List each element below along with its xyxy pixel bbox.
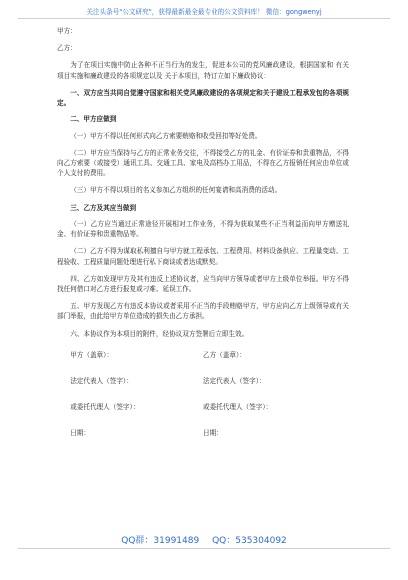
- qq-text: QQ：535304092: [212, 536, 287, 546]
- signature-agent-a: 或委托代理人（签字）：: [70, 403, 140, 412]
- agreement-body: [57, 26, 349, 455]
- intro-paragraph: 为了在项目实施中防止各种不正当行为的发生，促进本公司的党风廉政建设，根据国家和 有关项目实施和廉政建设的各项规定以及 关于本项目，特订立如下廉政协议：: [57, 61, 349, 80]
- header-divider: [18, 18, 390, 19]
- signature-row: [57, 350, 349, 360]
- signature-row: [57, 428, 349, 438]
- section-3-heading: 三、乙方及其应当做到: [70, 203, 137, 212]
- signature-party-b: 乙方（盖章）：: [202, 350, 246, 359]
- section-2-item-3: （三）甲方不得以项目的名义参加乙方组织的任何宴请和高消费的活动。: [70, 186, 282, 195]
- signature-date-a: 日期：: [70, 429, 90, 438]
- section-2-item-1: （一）甲方不得以任何形式向乙方索要贿赂和收受回扣等好处费。: [70, 131, 262, 140]
- section-4-paragraph: 四、乙方如发现甲方及其有违反上述协议者，应当向甲方领导或者甲方上级单位举报。甲方不得找任何借口对乙方进行报复或刁难、延误工作。: [57, 274, 349, 293]
- party-a-label: 甲方：: [57, 27, 77, 35]
- signature-rep-a: 法定代表人（签字）：: [70, 377, 133, 386]
- signature-party-a: 甲方（盖章）：: [70, 350, 114, 359]
- promo-header: 关注头条号"公文研究"，获得最新最全最专业的公文资料库！ 微信：gongwenyj: [86, 8, 322, 16]
- section-5-paragraph: 五、甲方发现乙方有违反本协议或者采用不正当的手段贿赂甲方，甲方应向乙方上级领导或有关部门举报，由此给甲方单位造成的损失由乙方承担。: [57, 302, 349, 321]
- signature-agent-b: 或委托代理人（签字）：: [202, 403, 273, 412]
- section-6-paragraph: 六、本协议作为本项目的附件，经协议双方签署后立即生效。: [70, 329, 249, 338]
- section-3-item-1: （一）乙方应当通过正常途径开展相对工作业务，不得为获取某些不正当利益而向甲方赠送礼金、有价证券和贵重物品等。: [57, 219, 349, 239]
- section-1-heading: 一、双方应当共同自觉遵守国家和相关党风廉政建设的各项规定和关于建设工程承发包的各项规定。: [57, 88, 349, 108]
- signature-row: [57, 402, 349, 412]
- section-3-item-2: （二）乙方不得为谋取私利擅自与甲方就工程承包、工程费用、材料设备供应、工程量变动、工程验收、工程质量问题处理进行私下商谈或者达成默契。: [57, 247, 349, 266]
- contact-footer: [0, 533, 408, 546]
- section-2-heading: 二、甲方应做到: [70, 115, 117, 124]
- party-b-label: 乙方：: [57, 44, 77, 53]
- footer-divider: [18, 548, 390, 549]
- qq-group-text: QQ群：31991489: [121, 536, 200, 546]
- section-2-item-2: （二）甲方应当保持与乙方的正常业务交往，不得接受乙方的礼金、有价证券和贵重物品，不得向乙方索要（或接受）通讯工具、交通工具、家电及高档办工用品，不得在乙方报销任何应由单位或个人支付的费用。: [57, 148, 349, 178]
- signature-row: [57, 376, 349, 386]
- signature-date-b: 日期：: [202, 429, 223, 438]
- signature-rep-b: 法定代表人（签字）：: [202, 377, 266, 386]
